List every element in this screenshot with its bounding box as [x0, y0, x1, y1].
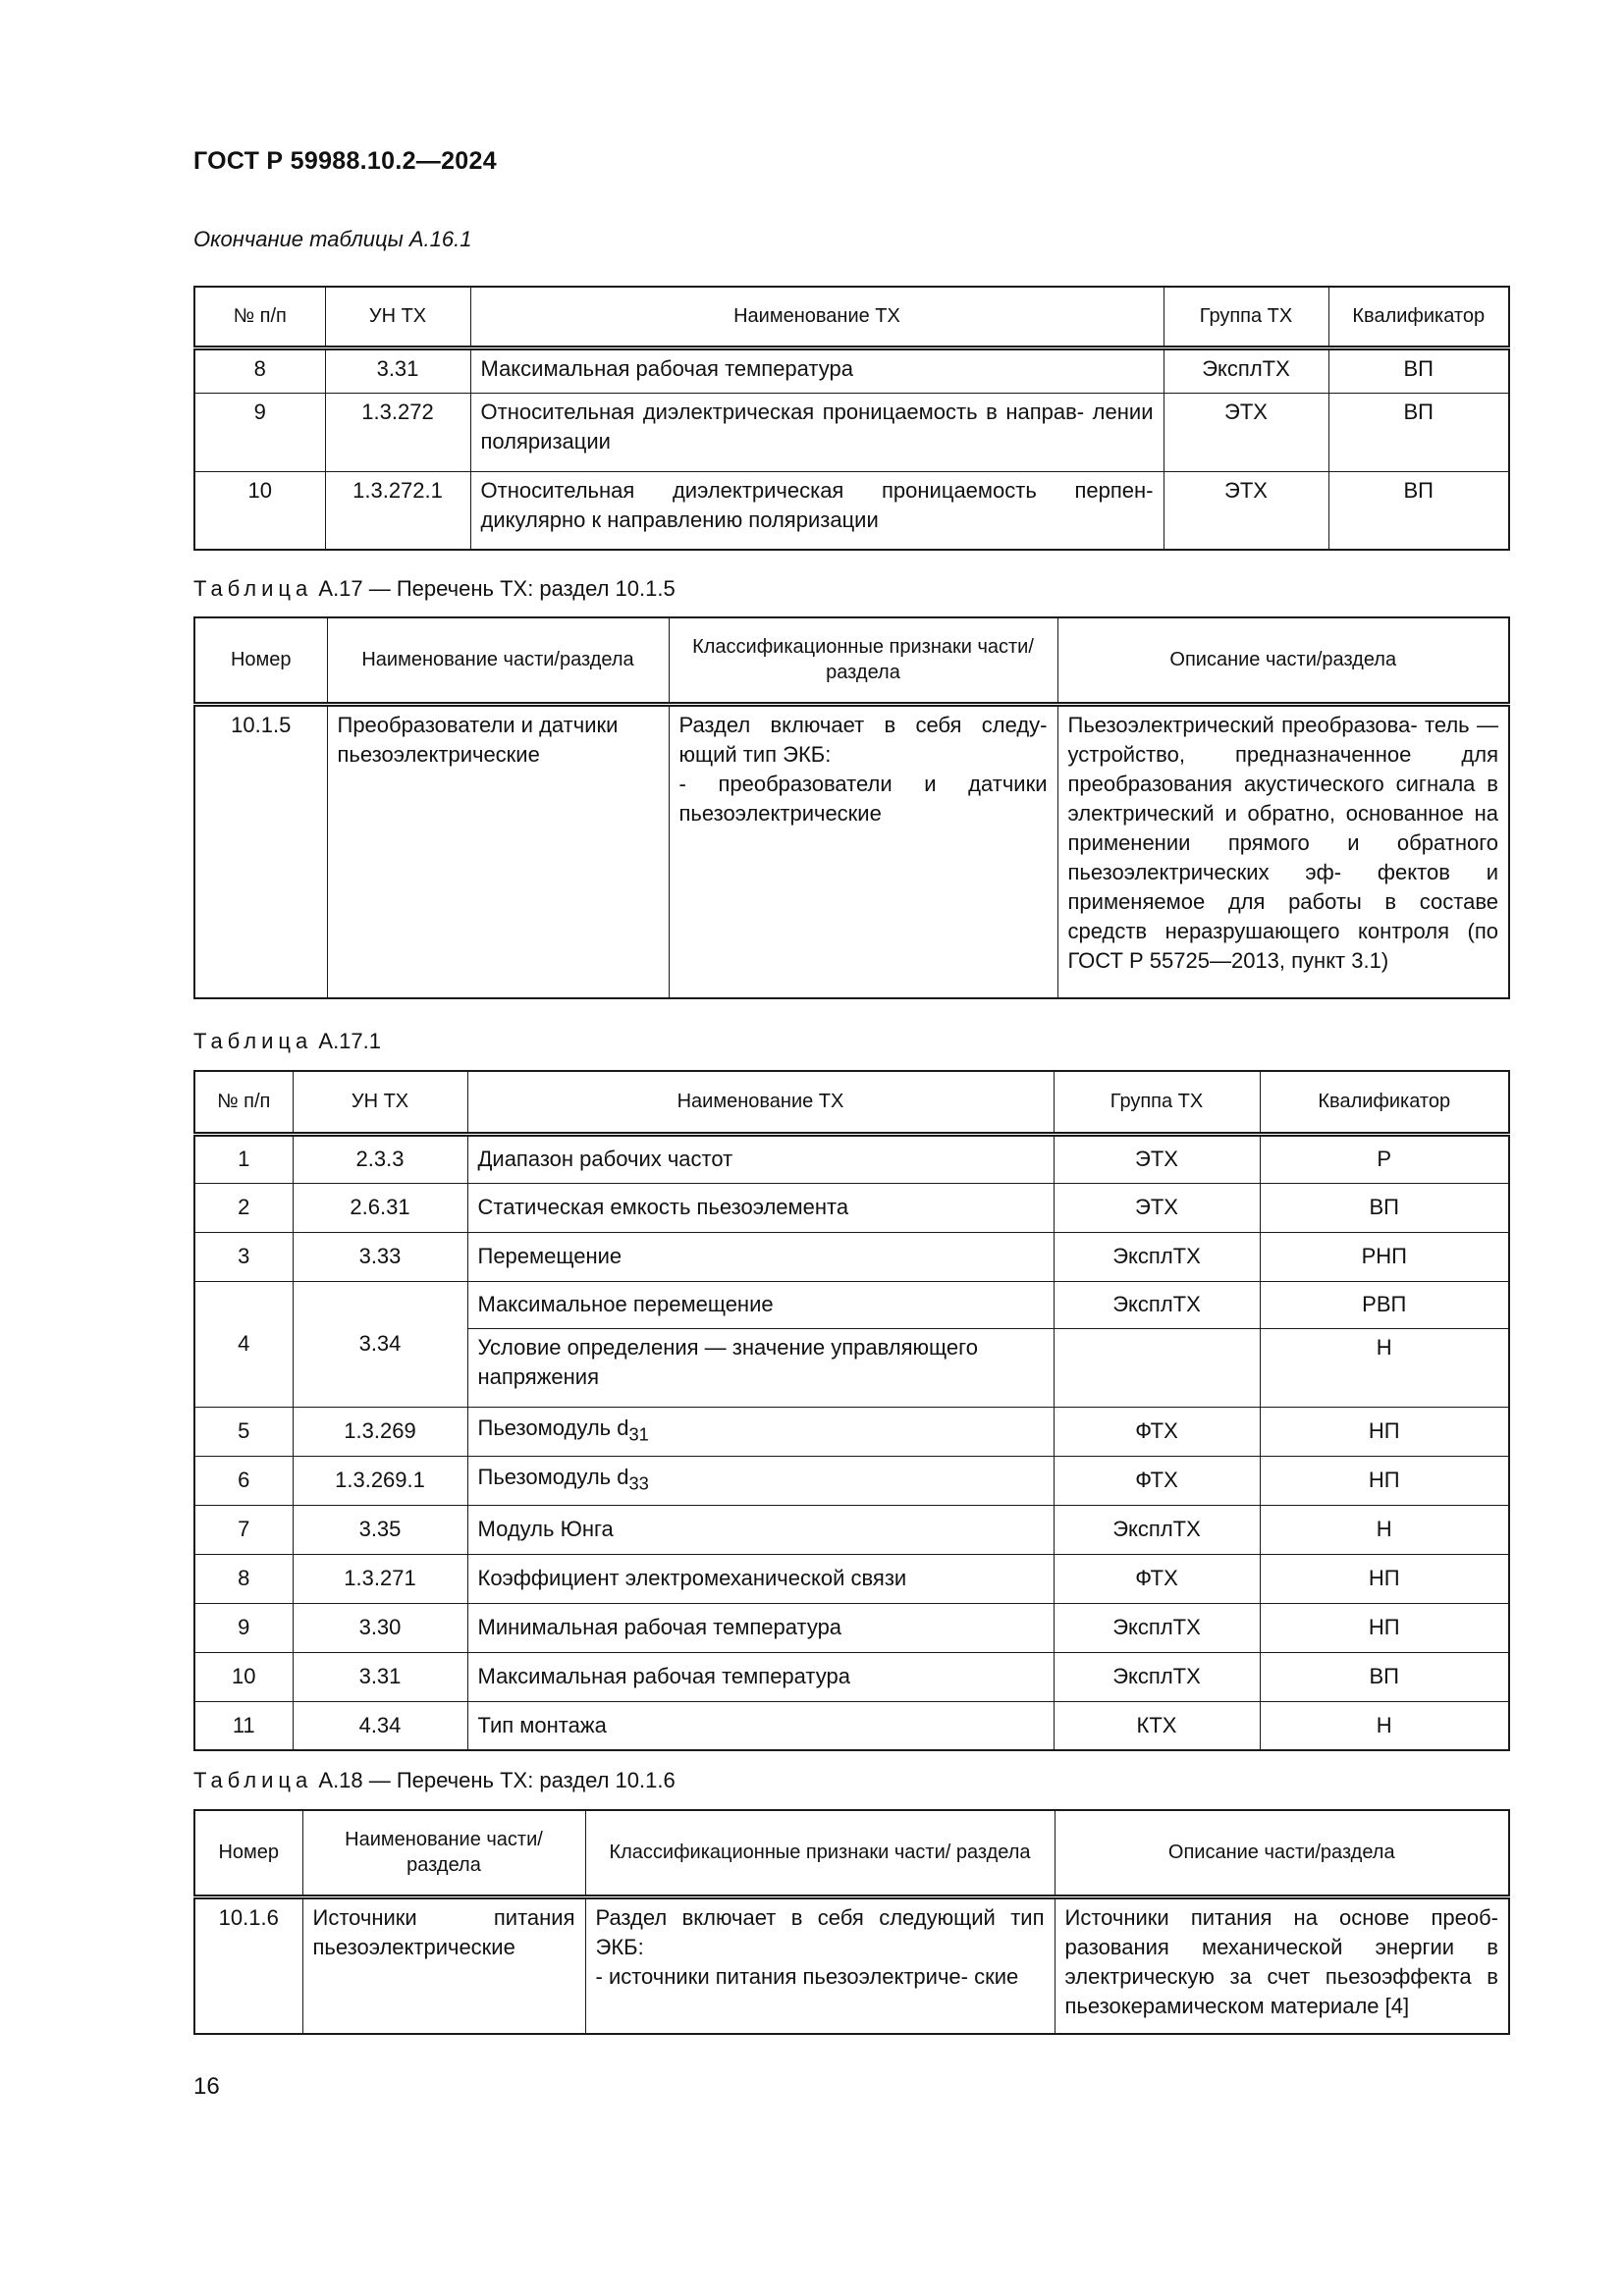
column-header: Номер — [194, 1810, 302, 1896]
cell-number: 11 — [194, 1701, 293, 1750]
caption-text: А.17 — Перечень ТХ: раздел 10.1.5 — [318, 576, 676, 601]
cell-name: Относительная диэлектрическая проницаемость перпен- дикулярно к направлению поляризации — [470, 471, 1164, 550]
column-header: Описание части/раздела — [1057, 617, 1509, 704]
column-header: № п/п — [194, 287, 325, 347]
cell-qualifier: ВП — [1260, 1652, 1509, 1701]
page-number: 16 — [193, 2073, 220, 2100]
caption-label: Таблица — [193, 576, 313, 601]
classification-line: Раздел включает в себя следующий тип ЭКБ: — [595, 1904, 1045, 1959]
caption-label: Таблица — [193, 1029, 313, 1053]
table-row — [194, 471, 1509, 550]
cell-number: 6 — [194, 1456, 293, 1505]
cell-number: 8 — [194, 1554, 293, 1603]
cell-qualifier: НП — [1260, 1603, 1509, 1652]
name-text: Пьезомодуль d — [477, 1415, 629, 1440]
classification-line: Раздел включает в себя следу- ющий тип ЭКБ: — [678, 712, 1048, 767]
cell-description: Источники питания на основе преоб- разования механической энергии в электрическую за счет пьезоэффекта в пьезокерамическом материале [4] — [1055, 1896, 1509, 2034]
cell-code: 1.3.271 — [293, 1554, 467, 1603]
cell-qualifier: Р — [1260, 1134, 1509, 1183]
table-row — [194, 1407, 1509, 1456]
cell-group: ЭксплТХ — [1054, 1603, 1260, 1652]
caption-label: Таблица — [193, 1768, 313, 1792]
cell-name: Условие определения — значение управляющего напряжения — [467, 1328, 1054, 1407]
cell-group — [1054, 1328, 1260, 1407]
cell-number: 3 — [194, 1232, 293, 1281]
table-row — [194, 393, 1509, 471]
table-a17-1 — [193, 1070, 1510, 1751]
table-row — [194, 1232, 1509, 1281]
cell-name: Минимальная рабочая температура — [467, 1603, 1054, 1652]
cell-description: Пьезоэлектрический преобразова- тель — устройство, предназначенное для преобразования акустического сигнала в электрический и обратно, основанное на применении прямого и обратного пьезоэлектрических эф- фектов и применяемое для работы в составе средств неразрушающего контроля (по ГОСТ Р 55725—2013, пункт 3.1) — [1057, 704, 1509, 998]
cell-code: 1.3.269 — [293, 1407, 467, 1456]
table-a16-1-caption: Окончание таблицы А.16.1 — [193, 227, 472, 251]
cell-number: 10 — [194, 471, 325, 550]
cell-code: 3.31 — [325, 347, 470, 393]
cell-group: ЭТХ — [1054, 1134, 1260, 1183]
cell-name — [467, 1456, 1054, 1505]
cell-code: 3.33 — [293, 1232, 467, 1281]
cell-code: 3.35 — [293, 1505, 467, 1554]
caption-text: А.17.1 — [318, 1029, 381, 1053]
column-header: Наименование ТХ — [467, 1071, 1054, 1134]
cell-group: КТХ — [1054, 1701, 1260, 1750]
cell-number: 7 — [194, 1505, 293, 1554]
caption-text: А.18 — Перечень ТХ: раздел 10.1.6 — [318, 1768, 676, 1792]
cell-code: 2.6.31 — [293, 1183, 467, 1232]
table-row — [194, 1896, 1509, 2034]
cell-group: ЭТХ — [1054, 1183, 1260, 1232]
cell-qualifier: НП — [1260, 1456, 1509, 1505]
column-header: Наименование части/раздела — [327, 617, 669, 704]
cell-group: ЭксплТХ — [1164, 347, 1328, 393]
cell-qualifier: Н — [1260, 1328, 1509, 1407]
cell-number: 1 — [194, 1134, 293, 1183]
cell-group: ФТХ — [1054, 1407, 1260, 1456]
table-a17 — [193, 616, 1510, 999]
cell-qualifier: Н — [1260, 1701, 1509, 1750]
column-header: Наименование части/ раздела — [302, 1810, 585, 1896]
table-a16-1 — [193, 286, 1510, 551]
cell-group: ЭТХ — [1164, 471, 1328, 550]
cell-name — [467, 1407, 1054, 1456]
table-row — [194, 1281, 1509, 1328]
table-a18-caption — [193, 1768, 676, 1793]
cell-code: 1.3.269.1 — [293, 1456, 467, 1505]
cell-qualifier: ВП — [1328, 347, 1509, 393]
cell-code: 3.31 — [293, 1652, 467, 1701]
table-row — [194, 1456, 1509, 1505]
cell-number: 10.1.5 — [194, 704, 327, 998]
cell-classification — [669, 704, 1057, 998]
cell-number: 8 — [194, 347, 325, 393]
subscript: 31 — [628, 1423, 649, 1445]
cell-name: Преобразователи и датчики пьезоэлектрические — [327, 704, 669, 998]
cell-name: Источники питания пьезоэлектрические — [302, 1896, 585, 2034]
table-a17-caption — [193, 576, 676, 602]
column-header: Классификационные признаки части/ раздела — [585, 1810, 1055, 1896]
table-a18 — [193, 1809, 1510, 2035]
cell-name: Относительная диэлектрическая проницаемость в направ- лении поляризации — [470, 393, 1164, 471]
cell-qualifier: РНП — [1260, 1232, 1509, 1281]
cell-code: 3.30 — [293, 1603, 467, 1652]
cell-name: Перемещение — [467, 1232, 1054, 1281]
classification-line: - преобразователи и датчики пьезоэлектрические — [678, 771, 1048, 826]
column-header: Классификационные признаки части/раздела — [669, 617, 1057, 704]
column-header: Квалификатор — [1328, 287, 1509, 347]
column-header: Номер — [194, 617, 327, 704]
cell-group: ЭксплТХ — [1054, 1505, 1260, 1554]
cell-number: 4 — [194, 1281, 293, 1407]
cell-qualifier: ВП — [1260, 1183, 1509, 1232]
cell-code: 2.3.3 — [293, 1134, 467, 1183]
table-row — [194, 1554, 1509, 1603]
classification-line: - источники питания пьезоэлектриче- ские — [595, 1963, 1019, 1989]
cell-name: Коэффициент электромеханической связи — [467, 1554, 1054, 1603]
cell-name: Максимальная рабочая температура — [467, 1652, 1054, 1701]
cell-qualifier: НП — [1260, 1407, 1509, 1456]
cell-qualifier: РВП — [1260, 1281, 1509, 1328]
table-a17-1-caption — [193, 1029, 381, 1054]
cell-name: Статическая емкость пьезоэлемента — [467, 1183, 1054, 1232]
cell-code: 3.34 — [293, 1281, 467, 1407]
cell-number: 10 — [194, 1652, 293, 1701]
cell-group: ЭТХ — [1164, 393, 1328, 471]
table-row — [194, 347, 1509, 393]
name-text: Пьезомодуль d — [477, 1464, 629, 1489]
table-row — [194, 1701, 1509, 1750]
cell-code: 4.34 — [293, 1701, 467, 1750]
cell-name: Тип монтажа — [467, 1701, 1054, 1750]
cell-qualifier: Н — [1260, 1505, 1509, 1554]
cell-name: Диапазон рабочих частот — [467, 1134, 1054, 1183]
cell-name: Модуль Юнга — [467, 1505, 1054, 1554]
cell-qualifier: ВП — [1328, 471, 1509, 550]
cell-number: 9 — [194, 393, 325, 471]
table-row — [194, 1603, 1509, 1652]
cell-code: 1.3.272 — [325, 393, 470, 471]
cell-group: ФТХ — [1054, 1554, 1260, 1603]
column-header: Квалификатор — [1260, 1071, 1509, 1134]
cell-group: ФТХ — [1054, 1456, 1260, 1505]
column-header: Наименование ТХ — [470, 287, 1164, 347]
cell-number: 10.1.6 — [194, 1896, 302, 2034]
document-title: ГОСТ Р 59988.10.2—2024 — [193, 147, 497, 175]
column-header: Группа ТХ — [1164, 287, 1328, 347]
column-header: Группа ТХ — [1054, 1071, 1260, 1134]
table-row — [194, 1505, 1509, 1554]
cell-name: Максимальная рабочая температура — [470, 347, 1164, 393]
cell-number: 5 — [194, 1407, 293, 1456]
cell-qualifier: НП — [1260, 1554, 1509, 1603]
column-header: Описание части/раздела — [1055, 1810, 1509, 1896]
cell-code: 1.3.272.1 — [325, 471, 470, 550]
table-row — [194, 1134, 1509, 1183]
column-header: № п/п — [194, 1071, 293, 1134]
table-row — [194, 1183, 1509, 1232]
cell-group: ЭксплТХ — [1054, 1281, 1260, 1328]
column-header: УН ТХ — [293, 1071, 467, 1134]
cell-number: 2 — [194, 1183, 293, 1232]
cell-qualifier: ВП — [1328, 393, 1509, 471]
subscript: 33 — [628, 1472, 649, 1494]
cell-group: ЭксплТХ — [1054, 1652, 1260, 1701]
cell-group: ЭксплТХ — [1054, 1232, 1260, 1281]
table-row — [194, 704, 1509, 998]
cell-classification — [585, 1896, 1055, 2034]
column-header: УН ТХ — [325, 287, 470, 347]
cell-number: 9 — [194, 1603, 293, 1652]
cell-name: Максимальное перемещение — [467, 1281, 1054, 1328]
table-row — [194, 1652, 1509, 1701]
